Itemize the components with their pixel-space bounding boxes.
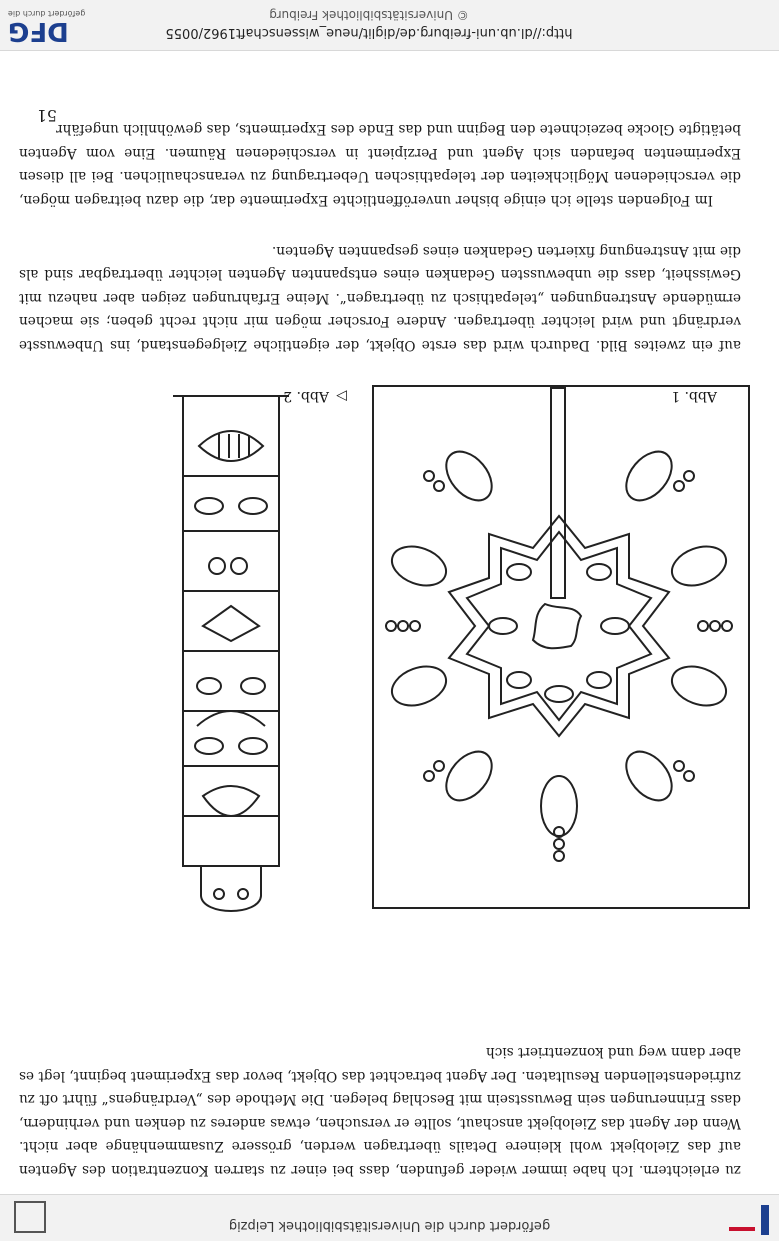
paragraph-3: Im Folgenden stelle ich einige bisher unveröffentlichte Experimente dar, die dazu beitragen mögen, die verschiedenen Möglichkeiten der telepathischen Uebertragung zu veranschaulichen. Bei all diesen Experimenten befanden sich Agent und Perzipient in verschiedenen Räumen. Eine vom Agenten betätigte Glocke bezeichnete den Beginn und das Ende des Experiments, das gewöhnlich ungefähr [19, 121, 741, 208]
dfg-logo-subtext: gefördert durch die [8, 9, 86, 18]
viewer-header [0, 1194, 779, 1241]
source-url[interactable]: http://dl.ub.uni-freiburg.de/diglit/neue_wissenschaft1962/0055 [165, 25, 573, 40]
figure-2-drawing [159, 366, 309, 926]
copyright-text: © Universitätsbibliothek Freiburg [269, 8, 469, 22]
figure-2-arrow: ▷ [336, 388, 347, 404]
paragraph-1: zu erleichtern. Ich habe immer wieder gefunden, dass bei einer zu starren Konzentration des Agenten auf das Zielobjekt wohl kleinere Details übertragen werden, grössere Zusammenhänge aber nicht. Wenn der Agent das Zielobjekt anschaut, sollte er versuchen, etwas anderes zu denken und verhindern, dass Erinnerungen sein Bewusstsein mit Beschlag belegen. Die Methode des „Verdrängens“ führt oft zu zufriedenstellenden Resultaten. Der Agent betrachtet das Objekt, bevor das Experiment beginnt, legt es aber dann weg und konzentriert sich [19, 1044, 741, 1178]
figure-2-caption: Abb. 2 [283, 388, 329, 404]
header-title: gefördert durch die Universitätsbibliothek Leipzig [228, 1218, 551, 1233]
paragraph-2: auf ein zweites Bild. Dadurch wird das erste Objekt, der eigentliche Zielgegenstand, ins Unbewusste verdrängt und wird leichter übertragen. Andere Forscher mögen mir nicht recht geben; sie machen ermüdende Anstrengungen „telepathisch zu übertragen“. Meine Erfahrungen zeigen aber nahezu mit Gewissheit, dass die unbewussten Gedanken eines entspannten Agenten leichter übertragbar sind als die mit Anstrengung fixierten Gedanken eines gespannten Agenten. [19, 243, 741, 353]
dfg-logo [8, 6, 90, 44]
page-number: 51 [36, 106, 57, 125]
brand-bar-icon [761, 1205, 769, 1235]
corner-mark-icon [14, 1201, 46, 1233]
viewer-footer [0, 0, 779, 51]
figure-1-drawing [369, 366, 759, 926]
dfg-logo-text: DFG [8, 16, 69, 46]
figure-1-caption: Abb. 1 [671, 388, 717, 404]
figures-area [0, 376, 779, 936]
